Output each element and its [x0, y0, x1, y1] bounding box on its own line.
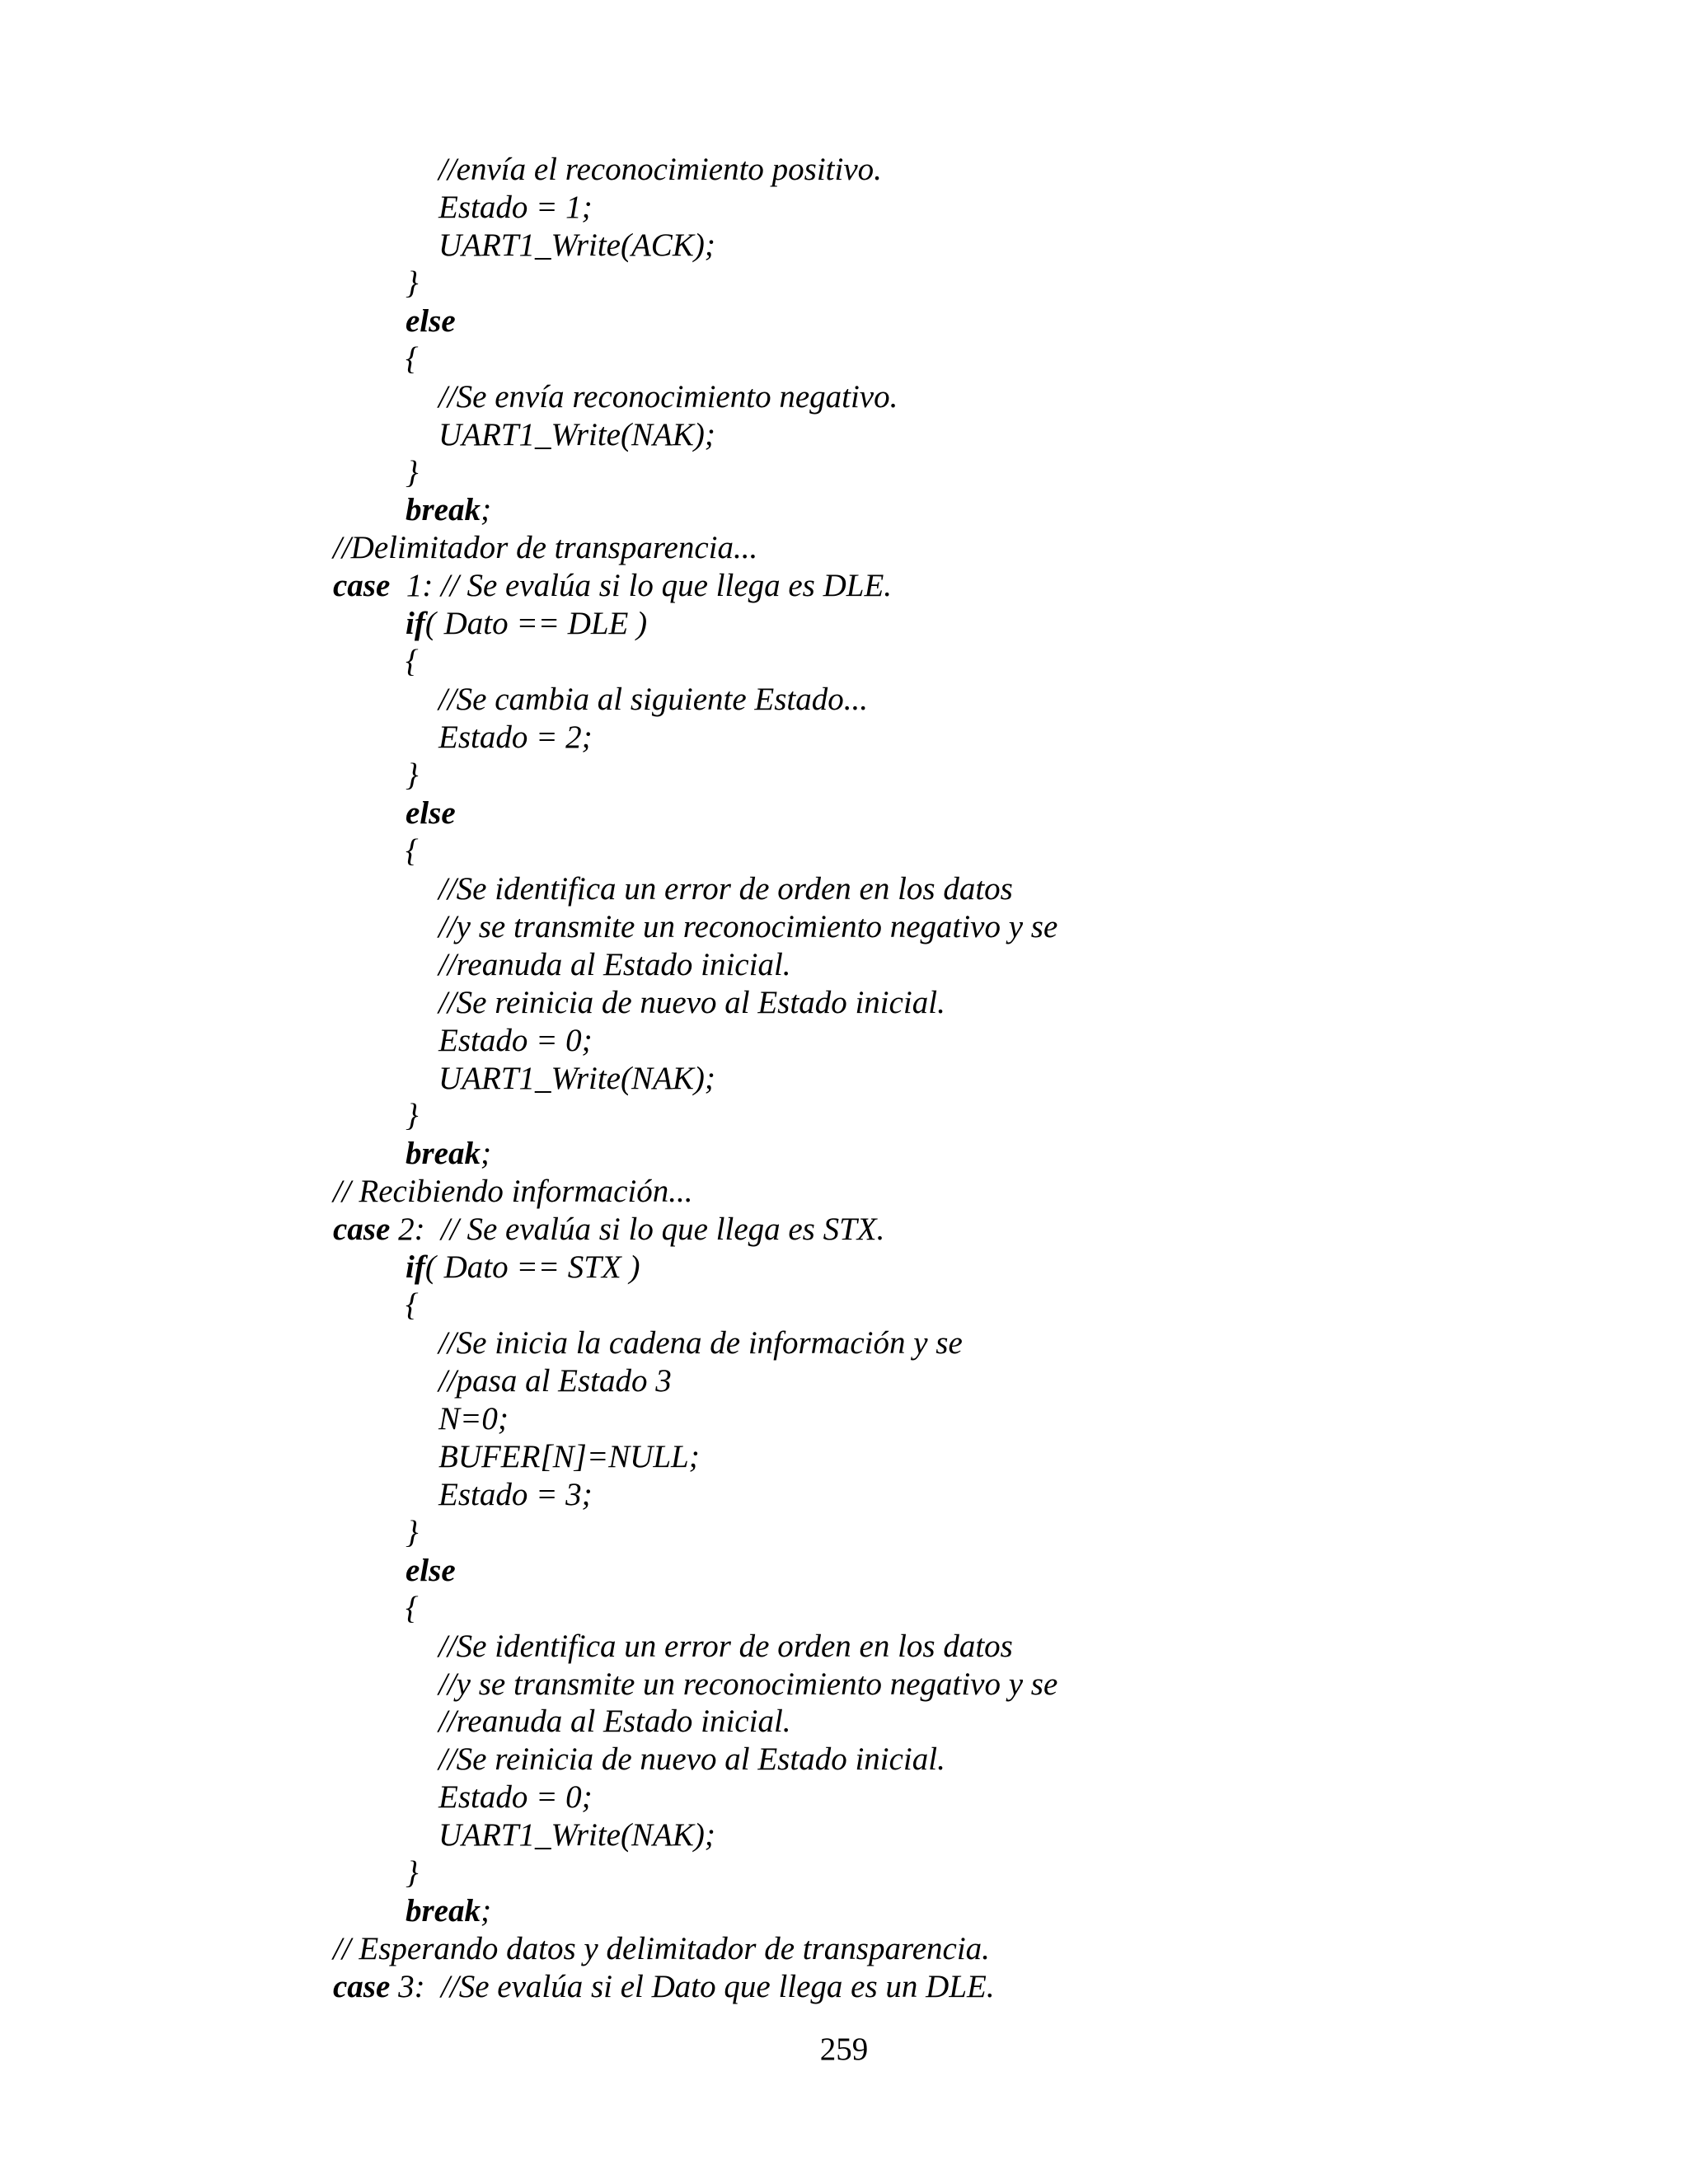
- code-line: [0, 1552, 1688, 1590]
- code-text: {: [406, 1590, 419, 1626]
- code-text: //Se identifica un error de orden en los datos: [438, 870, 1013, 907]
- code-line: [0, 1060, 1688, 1098]
- code-line: [0, 1816, 1688, 1854]
- code-line: [0, 1324, 1688, 1362]
- code-keyword: case: [333, 568, 391, 604]
- code-line: [0, 946, 1688, 984]
- code-line: [0, 151, 1688, 189]
- code-line: [0, 454, 1688, 492]
- code-keyword: else: [406, 794, 456, 831]
- code-text: //Se reinicia de nuevo al Estado inicial.: [438, 984, 945, 1020]
- code-text: //y se transmite un reconocimiento negativo y se: [438, 908, 1058, 944]
- code-line: [0, 1362, 1688, 1400]
- code-text: ;: [481, 1893, 491, 1929]
- code-line: [0, 605, 1688, 643]
- code-text: //reanuda al Estado inicial.: [438, 946, 791, 982]
- code-line: [0, 1741, 1688, 1779]
- code-line: [0, 1968, 1688, 2006]
- code-line: [0, 757, 1688, 794]
- code-line: [0, 1400, 1688, 1438]
- code-line: [0, 416, 1688, 454]
- code-line: [0, 1930, 1688, 1968]
- code-line: [0, 1173, 1688, 1211]
- code-line: [0, 189, 1688, 227]
- code-line: [0, 567, 1688, 605]
- code-line: [0, 378, 1688, 416]
- code-text: {: [406, 1287, 419, 1324]
- code-text: // Esperando datos y delimitador de transparencia.: [333, 1931, 990, 1967]
- code-line: [0, 1097, 1688, 1135]
- code-text: Estado = 3;: [438, 1476, 593, 1512]
- code-line: [0, 1666, 1688, 1704]
- code-text: //reanuda al Estado inicial.: [438, 1704, 791, 1740]
- code-text: 3: //Se evalúa si el Dato que llega es un DLE.: [390, 1969, 995, 2004]
- code-text: //Se envía reconocimiento negativo.: [438, 378, 898, 415]
- code-line: [0, 1703, 1688, 1741]
- code-text: UART1_Write(NAK);: [438, 1817, 715, 1854]
- code-text: //y se transmite un reconocimiento negativo y se: [438, 1666, 1058, 1702]
- code-line: [0, 1135, 1688, 1173]
- code-text: }: [406, 1514, 419, 1550]
- code-line: [0, 227, 1688, 265]
- code-text: {: [406, 832, 419, 869]
- code-text: // Recibiendo información...: [333, 1174, 693, 1210]
- code-text: }: [406, 265, 419, 301]
- code-text: UART1_Write(NAK);: [438, 1060, 715, 1096]
- code-line: [0, 1779, 1688, 1816]
- code-text: {: [406, 340, 419, 377]
- code-keyword: else: [406, 1552, 456, 1588]
- code-line: [0, 1022, 1688, 1060]
- code-listing: [0, 151, 1688, 2006]
- code-text: //Se cambia al siguiente Estado...: [438, 682, 869, 718]
- code-keyword: case: [333, 1969, 391, 2004]
- code-text: 1: // Se evalúa si lo que llega es DLE.: [390, 568, 893, 604]
- code-text: //Se inicia la cadena de información y se: [438, 1325, 963, 1361]
- code-text: Estado = 0;: [438, 1022, 593, 1058]
- code-line: [0, 1854, 1688, 1892]
- code-text: //pasa al Estado 3: [438, 1363, 672, 1399]
- code-text: ( Dato == STX ): [424, 1249, 640, 1286]
- code-text: UART1_Write(NAK);: [438, 416, 715, 452]
- code-line: [0, 1628, 1688, 1666]
- code-text: ;: [481, 492, 491, 528]
- code-text: Estado = 1;: [438, 189, 593, 225]
- code-text: }: [406, 757, 419, 793]
- code-line: [0, 984, 1688, 1022]
- code-line: [0, 265, 1688, 302]
- code-text: N=0;: [438, 1400, 509, 1436]
- code-text: //Delimitador de transparencia...: [333, 530, 758, 566]
- code-line: [0, 529, 1688, 567]
- code-line: [0, 1438, 1688, 1476]
- code-line: [0, 340, 1688, 378]
- code-line: [0, 1514, 1688, 1552]
- code-keyword: break: [406, 1893, 481, 1929]
- code-keyword: if: [406, 1249, 425, 1286]
- code-line: [0, 302, 1688, 340]
- code-text: Estado = 2;: [438, 719, 593, 756]
- code-keyword: break: [406, 492, 481, 528]
- code-line: [0, 643, 1688, 681]
- code-line: [0, 719, 1688, 757]
- code-text: //Se reinicia de nuevo al Estado inicial.: [438, 1741, 945, 1778]
- code-line: [0, 870, 1688, 908]
- code-line: [0, 1286, 1688, 1324]
- code-text: }: [406, 1098, 419, 1134]
- code-line: [0, 908, 1688, 946]
- code-line: [0, 1476, 1688, 1514]
- code-keyword: case: [333, 1212, 391, 1248]
- code-line: [0, 1249, 1688, 1286]
- code-keyword: if: [406, 606, 425, 642]
- code-line: [0, 794, 1688, 832]
- code-text: ;: [481, 1136, 491, 1172]
- code-text: //Se identifica un error de orden en los datos: [438, 1628, 1013, 1664]
- code-text: }: [406, 1855, 419, 1891]
- code-line: [0, 1590, 1688, 1628]
- code-text: 2: // Se evalúa si lo que llega es STX.: [390, 1212, 885, 1248]
- code-keyword: break: [406, 1136, 481, 1172]
- code-keyword: else: [406, 302, 456, 339]
- code-text: //envía el reconocimiento positivo.: [438, 152, 882, 187]
- code-line: [0, 1211, 1688, 1249]
- code-line: [0, 832, 1688, 870]
- code-text: BUFER[N]=NULL;: [438, 1438, 700, 1474]
- code-line: [0, 681, 1688, 719]
- page-number: 259: [819, 2032, 869, 2067]
- code-text: Estado = 0;: [438, 1779, 593, 1816]
- code-text: ( Dato == DLE ): [424, 606, 648, 642]
- code-line: [0, 491, 1688, 529]
- code-line: [0, 1892, 1688, 1930]
- code-text: UART1_Write(ACK);: [438, 227, 715, 263]
- code-text: }: [406, 454, 419, 490]
- code-text: {: [406, 644, 419, 680]
